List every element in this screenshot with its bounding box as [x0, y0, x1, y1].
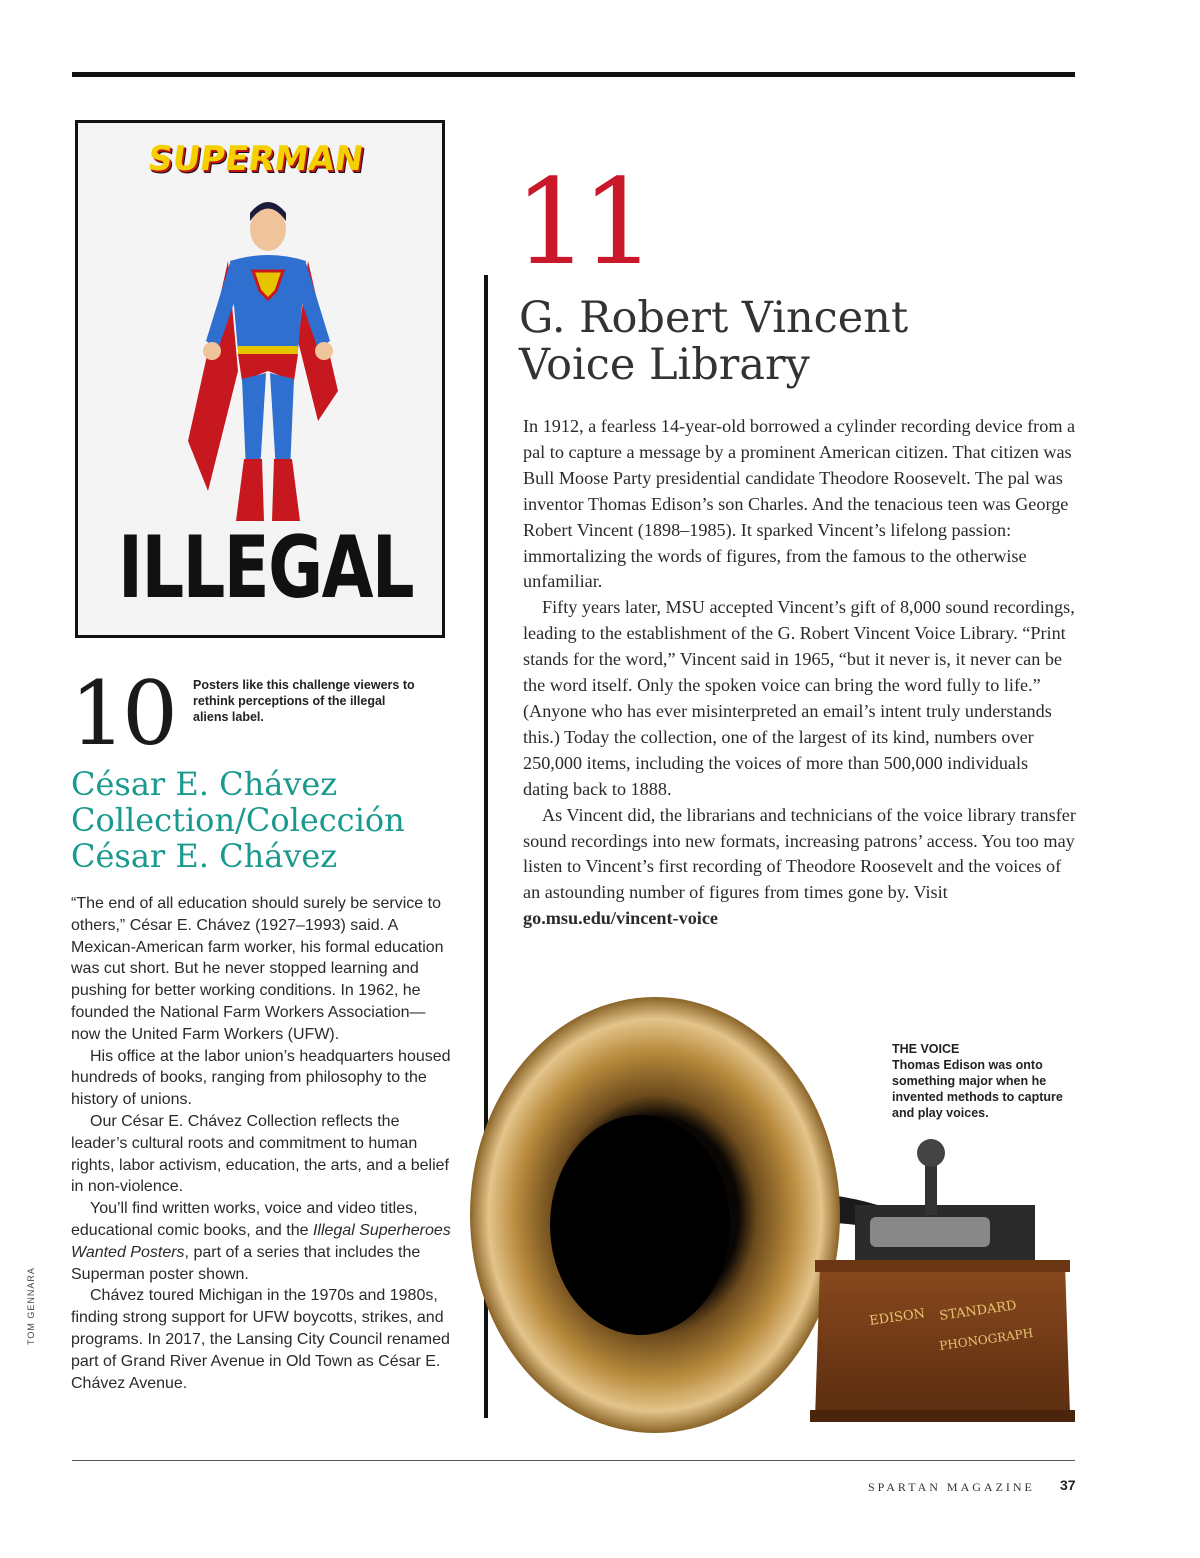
poster-series-title: Illegal Superheroes Wanted Posters — [71, 1221, 451, 1261]
bottom-rule — [72, 1460, 1075, 1461]
title-line: César E. Chávez — [71, 837, 338, 875]
magazine-name: SPARTAN MAGAZINE — [868, 1480, 1035, 1494]
superman-poster-image — [75, 120, 445, 638]
poster-caption: Posters like this challenge viewers to rethink perceptions of the illegal aliens label. — [193, 678, 415, 724]
superman-figure-illustration — [168, 191, 368, 536]
voice-caption — [892, 1041, 1082, 1121]
top-rule — [72, 72, 1075, 77]
section-number-11: 11 — [514, 153, 649, 291]
poster-logo: SUPERMAN — [145, 139, 366, 179]
title-line: Voice Library — [519, 340, 810, 390]
title-line: César E. Chávez — [71, 765, 338, 803]
title-line: G. Robert Vincent — [519, 293, 909, 343]
paragraph: His office at the labor union’s headquarters housed hundreds of books, ranging from philosophy to the history of unions. — [71, 1047, 451, 1109]
paragraph: Chávez toured Michigan in the 1970s and 1980s, finding strong support for UFW boycotts, strikes, and programs. In 2017, the Lansing City Council renamed part of Grand River Avenue in Old Town as César E. Chávez Avenue. — [71, 1287, 450, 1392]
photo-credit: TOM GENNARA — [26, 1267, 36, 1345]
paragraph: Our César E. Chávez Collection reflects the leader’s cultural roots and commitment to human rights, labor activism, education, the arts, and a belief in non-violence. — [71, 1112, 449, 1196]
paragraph: As Vincent did, the librarians and technicians of the voice library transfer sound recordings into new formats, increasing patrons’ access. You too may listen to Vincent’s first recording of Theodore Roosevelt and the voices of an astounding number of figures from times gone by. Visit go.msu.edu/vincent-voice — [523, 804, 1076, 929]
voice-caption-heading: THE VOICE — [892, 1042, 960, 1056]
vincent-article-body — [523, 414, 1078, 932]
paragraph: In 1912, a fearless 14-year-old borrowed a cylinder recording device from a pal to capture a message by a prominent American citizen. That citizen was Bull Moose Party presidential candidate Theodore Roosevelt. The pal was inventor Thomas Edison’s son Charles. And the tenacious teen was George Robert Vincent (1898–1985). It sparked Vincent’s lifelong passion: immortalizing the words of figures, from the famous to the otherwise unfamiliar. — [523, 416, 1076, 592]
paragraph: Fifty years later, MSU accepted Vincent’s gift of 8,000 sound recordings, leading to the establishment of the G. Robert Vincent Voice Library. “Print stands for the word,” Vincent said in 1965, “but it never is, it never can be the word itself. Only the spoken voice can bring the word fully to life.” (Anyone who has ever misinterpreted an email’s intent truly understands this.) Today the collection, one of the largest of its kind, numbers over 250,000 items, including the voices of more than 500,000 individuals dating back to 1888. — [523, 597, 1075, 799]
phonograph-label-3: PHONOGRAPH — [938, 1325, 1035, 1353]
poster-headline: ILLEGAL — [118, 518, 414, 618]
phonograph-label-1: EDISON — [868, 1306, 927, 1329]
section-title-vincent — [519, 295, 1019, 389]
chavez-article-body — [71, 893, 454, 1394]
section-number-10: 10 — [70, 662, 174, 765]
paragraph: You’ll find written works, voice and video titles, educational comic books, and the Illegal Superheroes Wanted Posters, part of a series that includes the Superman poster shown. — [71, 1200, 451, 1283]
section-title-chavez — [71, 766, 471, 874]
phonograph-label-2: STANDARD — [938, 1298, 1018, 1324]
voice-library-link[interactable]: go.msu.edu/vincent-voice — [523, 908, 719, 929]
paragraph: “The end of all education should surely be service to others,” César E. Chávez (1927–1993) said. A Mexican-American farm worker, his formal education was cut short. But he never stopped learning and pushing for better working conditions. In 1962, he founded the National Farm Workers Association—now the United Farm Workers (UFW). — [71, 895, 444, 1043]
title-line: Collection/Colección — [71, 801, 405, 839]
page-number: 37 — [1060, 1477, 1076, 1493]
voice-caption-text: Thomas Edison was onto something major when he invented methods to capture and play voices. — [892, 1058, 1063, 1120]
